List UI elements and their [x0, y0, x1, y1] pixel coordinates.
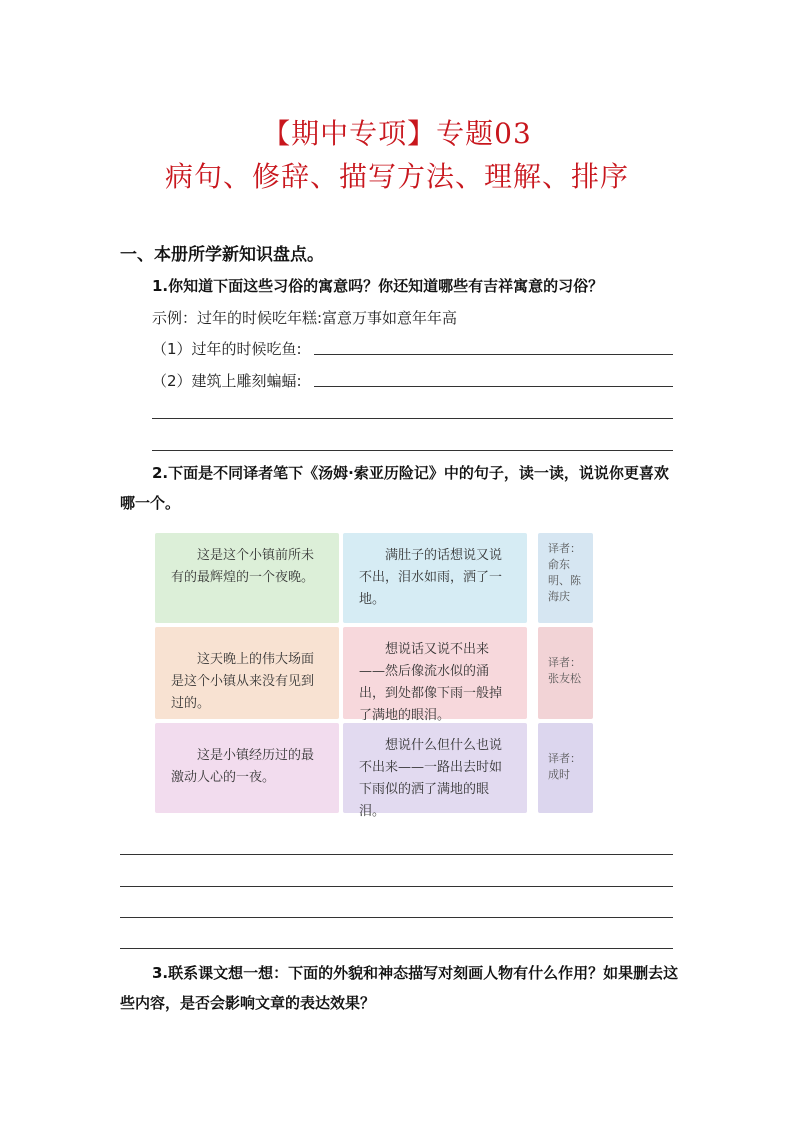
- translator-cell: [538, 533, 593, 623]
- translation-cell-a: [155, 627, 339, 719]
- question-1-example: 示例：过年的时候吃年糕:富意万事如意年年高: [152, 309, 458, 327]
- translation-cell-a: [155, 533, 339, 623]
- page-subtitle: 病句、修辞、描写方法、理解、排序: [164, 160, 629, 193]
- translator-name: 俞东明、陈海庆: [548, 558, 581, 603]
- section-heading: 一、本册所学新知识盘点。: [120, 245, 324, 265]
- translator-name: 张友松: [548, 672, 581, 685]
- question-1: 1.你知道下面这些习俗的寓意吗？你还知道哪些有吉祥寓意的习俗？: [152, 277, 604, 295]
- cell-text: 这天晚上的伟大场面是这个小镇从来没有见到过的。: [171, 652, 315, 711]
- translator-label: 译者：: [548, 752, 581, 765]
- cell-text: 想说什么但什么也说不出来——一路出去时如下雨似的洒了满地的眼泪。: [359, 738, 503, 819]
- question-1-item-2: （2）建筑上雕刻蝙蝠:: [152, 372, 302, 390]
- translation-cell-b: [343, 533, 527, 623]
- translator-name: 成时: [548, 768, 570, 781]
- answer-line[interactable]: [152, 450, 673, 451]
- cell-text: 想说话又说不出来——然后像流水似的涌出，到处都像下雨一般掉了满地的眼泪。: [359, 642, 503, 723]
- page-title: 【期中专项】专题03: [262, 117, 532, 150]
- answer-line[interactable]: [314, 354, 673, 355]
- answer-line[interactable]: [120, 854, 673, 855]
- question-1-item-1: （1）过年的时候吃鱼:: [152, 340, 302, 358]
- cell-text: 满肚子的话想说又说不出，泪水如雨，洒了一地。: [359, 548, 503, 607]
- translation-cell-b: [343, 723, 527, 819]
- translation-cell-b: [343, 627, 527, 723]
- answer-line[interactable]: [120, 886, 673, 887]
- answer-line[interactable]: [152, 418, 673, 419]
- answer-line[interactable]: [314, 386, 673, 387]
- translator-cell: [538, 627, 593, 719]
- answer-line[interactable]: [120, 948, 673, 949]
- question-3: 3.联系课文想一想：下面的外貌和神态描写对刻画人物有什么作用？如果删去这些内容，是否会影响文章的表达效果？: [120, 964, 679, 1012]
- question-2: 2.下面是不同译者笔下《汤姆·索亚历险记》中的句子，读一读，说说你更喜欢哪一个。: [120, 464, 669, 512]
- translator-cell: [538, 723, 593, 813]
- cell-text: 这是这个小镇前所未有的最辉煌的一个夜晚。: [171, 548, 315, 585]
- cell-text: 这是小镇经历过的最激动人心的一夜。: [171, 748, 315, 785]
- translation-cell-a: [155, 723, 339, 813]
- translator-label: 译者：: [548, 656, 581, 669]
- answer-line[interactable]: [120, 917, 673, 918]
- translator-label: 译者：: [548, 542, 581, 555]
